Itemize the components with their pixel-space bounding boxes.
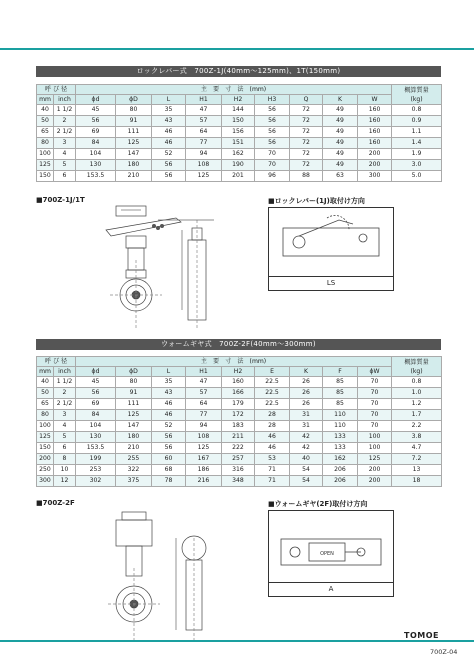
- table-cell: 42: [290, 432, 323, 443]
- gear-valve-drawing: [96, 508, 226, 648]
- table-cell: 210: [116, 171, 152, 182]
- table-cell: 49: [323, 127, 358, 138]
- table-cell: 50: [37, 116, 54, 127]
- table-cell: 160: [358, 127, 392, 138]
- table-cell: 54: [290, 465, 323, 476]
- table-cell: 4: [54, 421, 76, 432]
- table-cell: 206: [323, 465, 358, 476]
- table-cell: 160: [358, 138, 392, 149]
- table-cell: 125: [186, 443, 222, 454]
- table-cell: 4.7: [392, 443, 442, 454]
- table-cell: 167: [186, 454, 222, 465]
- table-cell: 53: [255, 454, 290, 465]
- spec-table-lever: [36, 84, 442, 182]
- header-nominal: 呼 び 径: [37, 85, 76, 95]
- table-row: [37, 476, 442, 487]
- table-cell: 3: [54, 138, 76, 149]
- table-row: [37, 160, 442, 171]
- table-cell: 56: [255, 105, 290, 116]
- table-cell: 211: [222, 432, 255, 443]
- table-cell: 144: [222, 105, 255, 116]
- table-cell: 52: [152, 421, 186, 432]
- table-cell: 160: [222, 377, 255, 388]
- table-cell: 45: [76, 377, 116, 388]
- table-cell: 100: [358, 443, 392, 454]
- table-cell: 69: [76, 127, 116, 138]
- model-title-lever: ■700Z-1J/1T: [36, 196, 85, 204]
- table-cell: 162: [323, 454, 358, 465]
- table-row: [37, 105, 442, 116]
- table-cell: 72: [290, 105, 323, 116]
- table-cell: 80: [116, 377, 152, 388]
- header-main-dims: 主 要 寸 法 (mm): [76, 357, 392, 367]
- column-header: E: [255, 367, 290, 377]
- table-cell: 56: [152, 160, 186, 171]
- table-cell: 7.2: [392, 454, 442, 465]
- table-cell: 22.5: [255, 388, 290, 399]
- table-cell: 72: [290, 138, 323, 149]
- table-cell: 84: [76, 138, 116, 149]
- table-cell: 1.2: [392, 399, 442, 410]
- footer-rule: [0, 640, 474, 642]
- table-cell: 5.0: [392, 171, 442, 182]
- table-cell: 42: [290, 443, 323, 454]
- table-row: [37, 432, 442, 443]
- table-cell: 222: [222, 443, 255, 454]
- table-cell: 150: [37, 443, 54, 454]
- table-row: [37, 377, 442, 388]
- table-row: [37, 171, 442, 182]
- table-cell: 69: [76, 399, 116, 410]
- header-nominal: 呼 び 径: [37, 357, 76, 367]
- table-cell: 84: [76, 410, 116, 421]
- table-cell: 85: [323, 399, 358, 410]
- table-row: [37, 388, 442, 399]
- table-cell: 302: [76, 476, 116, 487]
- table-cell: 31: [290, 421, 323, 432]
- table-cell: 72: [290, 116, 323, 127]
- table-cell: 47: [186, 377, 222, 388]
- page-number: 700Z-04: [430, 648, 458, 656]
- table-cell: 5: [54, 432, 76, 443]
- table-cell: 80: [37, 410, 54, 421]
- table-cell: 172: [222, 410, 255, 421]
- table-cell: 257: [222, 454, 255, 465]
- table-cell: 85: [323, 388, 358, 399]
- table-cell: 46: [152, 138, 186, 149]
- gear-open-mark: OPEN: [320, 551, 334, 557]
- table-cell: 96: [255, 171, 290, 182]
- table-cell: 100: [37, 149, 54, 160]
- table-cell: 65: [37, 127, 54, 138]
- table-cell: 153.5: [76, 443, 116, 454]
- table-cell: 49: [323, 116, 358, 127]
- header-weight: 概算質量 (kg): [392, 357, 442, 377]
- table-cell: 56: [152, 443, 186, 454]
- table-cell: 72: [290, 127, 323, 138]
- column-header: L: [152, 95, 186, 105]
- table-cell: 1 1/2: [54, 377, 76, 388]
- table-cell: 201: [222, 171, 255, 182]
- table-cell: 91: [116, 388, 152, 399]
- table-cell: 49: [323, 160, 358, 171]
- table-cell: 77: [186, 410, 222, 421]
- table-cell: 160: [358, 116, 392, 127]
- table-cell: 8: [54, 454, 76, 465]
- table-cell: 111: [116, 399, 152, 410]
- table-cell: 49: [323, 149, 358, 160]
- table-cell: 1.9: [392, 149, 442, 160]
- table-cell: 28: [255, 421, 290, 432]
- mount-title-lever: ■ロックレバー(1J)取付け方向: [268, 197, 365, 205]
- table-row: [37, 465, 442, 476]
- table-cell: 77: [186, 138, 222, 149]
- table-cell: 1 1/2: [54, 105, 76, 116]
- table-row: [37, 149, 442, 160]
- table-cell: 200: [358, 160, 392, 171]
- table-cell: 50: [37, 388, 54, 399]
- brand-logo: TOMOE: [404, 631, 439, 640]
- column-header: W: [358, 95, 392, 105]
- table-cell: 26: [290, 399, 323, 410]
- table-cell: 111: [116, 127, 152, 138]
- table-row: [37, 454, 442, 465]
- table-cell: 150: [222, 116, 255, 127]
- table-cell: 200: [358, 149, 392, 160]
- table-cell: 57: [186, 388, 222, 399]
- table-row: [37, 443, 442, 454]
- column-header: H1: [186, 367, 222, 377]
- section1-title-bar: ロックレバー式 700Z-1J(40mm〜125mm)、1T(150mm): [36, 66, 441, 77]
- table-cell: 162: [222, 149, 255, 160]
- column-header: inch: [54, 367, 76, 377]
- table-cell: 56: [76, 388, 116, 399]
- model-title-gear: ■700Z-2F: [36, 499, 75, 507]
- column-header: H1: [186, 95, 222, 105]
- table-cell: 71: [255, 476, 290, 487]
- table-cell: 72: [290, 149, 323, 160]
- table-cell: 57: [186, 116, 222, 127]
- table-cell: 49: [323, 105, 358, 116]
- table-cell: 156: [222, 127, 255, 138]
- table-row: [37, 116, 442, 127]
- table-cell: 100: [358, 432, 392, 443]
- table-cell: 348: [222, 476, 255, 487]
- table-cell: 150: [37, 171, 54, 182]
- table-cell: 78: [152, 476, 186, 487]
- table-cell: 26: [290, 388, 323, 399]
- table-cell: 47: [186, 105, 222, 116]
- table-cell: 65: [37, 399, 54, 410]
- table-cell: 322: [116, 465, 152, 476]
- table-cell: 80: [116, 105, 152, 116]
- header-columns: [37, 367, 442, 377]
- table-cell: 180: [116, 432, 152, 443]
- table-cell: 68: [152, 465, 186, 476]
- spec-table-gear: [36, 356, 442, 487]
- table-cell: 200: [358, 465, 392, 476]
- column-header: F: [323, 367, 358, 377]
- table-row: [37, 410, 442, 421]
- table-cell: 250: [37, 465, 54, 476]
- table-cell: 255: [116, 454, 152, 465]
- table-cell: 153.5: [76, 171, 116, 182]
- table-cell: 108: [186, 160, 222, 171]
- table-cell: 31: [290, 410, 323, 421]
- table-cell: 43: [152, 388, 186, 399]
- lever-valve-drawing: [96, 200, 216, 340]
- column-header: K: [323, 95, 358, 105]
- table-cell: 46: [152, 410, 186, 421]
- gear-mount-box: [268, 510, 394, 597]
- table-cell: 2: [54, 116, 76, 127]
- table-cell: 0.9: [392, 116, 442, 127]
- table-cell: 180: [116, 160, 152, 171]
- table-cell: 70: [358, 410, 392, 421]
- table-cell: 104: [76, 421, 116, 432]
- table-cell: 1.1: [392, 127, 442, 138]
- table-cell: 3: [54, 410, 76, 421]
- table-cell: 3.8: [392, 432, 442, 443]
- table-cell: 70: [358, 421, 392, 432]
- table-cell: 3.0: [392, 160, 442, 171]
- table-cell: 108: [186, 432, 222, 443]
- table-row: [37, 399, 442, 410]
- table-cell: 6: [54, 443, 76, 454]
- table-cell: 125: [186, 171, 222, 182]
- column-header: ϕd: [76, 367, 116, 377]
- table-cell: 375: [116, 476, 152, 487]
- table-cell: 56: [152, 171, 186, 182]
- table-cell: 35: [152, 105, 186, 116]
- table-cell: 147: [116, 421, 152, 432]
- table-cell: 52: [152, 149, 186, 160]
- table-cell: 28: [255, 410, 290, 421]
- table-cell: 125: [116, 138, 152, 149]
- table-cell: 85: [323, 377, 358, 388]
- table-cell: 2: [54, 388, 76, 399]
- table-cell: 130: [76, 432, 116, 443]
- table-cell: 166: [222, 388, 255, 399]
- table-cell: 88: [290, 171, 323, 182]
- table-cell: 179: [222, 399, 255, 410]
- table-cell: 160: [358, 105, 392, 116]
- table-cell: 70: [358, 388, 392, 399]
- table-row: [37, 138, 442, 149]
- table-cell: 18: [392, 476, 442, 487]
- mount-title-gear: ■ウォームギヤ(2F)取付け方向: [268, 500, 368, 508]
- header-main-dims: 主 要 寸 法 (mm): [76, 85, 392, 95]
- table-cell: 12: [54, 476, 76, 487]
- column-header: mm: [37, 367, 54, 377]
- table-row: [37, 421, 442, 432]
- table-cell: 253: [76, 465, 116, 476]
- table-row: [37, 127, 442, 138]
- table-cell: 300: [358, 171, 392, 182]
- table-cell: 316: [222, 465, 255, 476]
- table-cell: 56: [255, 127, 290, 138]
- table-cell: 40: [290, 454, 323, 465]
- table-cell: 70: [358, 377, 392, 388]
- table-cell: 125: [37, 432, 54, 443]
- column-header: ϕW: [358, 367, 392, 377]
- gear-mount-label: A: [269, 582, 393, 596]
- table-cell: 70: [255, 160, 290, 171]
- table-cell: 125: [358, 454, 392, 465]
- table-cell: 104: [76, 149, 116, 160]
- table-cell: 49: [323, 138, 358, 149]
- lever-mount-label: LS: [269, 276, 393, 290]
- table-cell: 300: [37, 476, 54, 487]
- header-columns: [37, 95, 442, 105]
- table-cell: 147: [116, 149, 152, 160]
- table-cell: 94: [186, 421, 222, 432]
- table-cell: 0.8: [392, 105, 442, 116]
- lever-mount-box: [268, 207, 394, 291]
- table-cell: 56: [76, 116, 116, 127]
- table-cell: 43: [152, 116, 186, 127]
- table-cell: 2.2: [392, 421, 442, 432]
- section2-title-bar: ウォームギヤ式 700Z-2F(40mm〜300mm): [36, 339, 441, 350]
- table-cell: 40: [37, 377, 54, 388]
- table-cell: 200: [358, 476, 392, 487]
- table-cell: 5: [54, 160, 76, 171]
- table-cell: 151: [222, 138, 255, 149]
- table-cell: 35: [152, 377, 186, 388]
- table-cell: 133: [323, 432, 358, 443]
- column-header: ϕD: [116, 367, 152, 377]
- table-cell: 60: [152, 454, 186, 465]
- column-header: ϕD: [116, 95, 152, 105]
- table-cell: 199: [76, 454, 116, 465]
- table-cell: 6: [54, 171, 76, 182]
- table-cell: 1.0: [392, 388, 442, 399]
- table-cell: 64: [186, 127, 222, 138]
- table-cell: 72: [290, 160, 323, 171]
- table-cell: 100: [37, 421, 54, 432]
- table-cell: 45: [76, 105, 116, 116]
- table-cell: 22.5: [255, 399, 290, 410]
- table-cell: 1.7: [392, 410, 442, 421]
- table-cell: 80: [37, 138, 54, 149]
- table-cell: 22.5: [255, 377, 290, 388]
- table-cell: 54: [290, 476, 323, 487]
- header-weight: 概算質量 (kg): [392, 85, 442, 105]
- table-cell: 125: [116, 410, 152, 421]
- table-cell: 70: [255, 149, 290, 160]
- table-cell: 46: [152, 399, 186, 410]
- top-rule: [0, 48, 474, 50]
- table-cell: 110: [323, 421, 358, 432]
- table-cell: 200: [37, 454, 54, 465]
- table-cell: 64: [186, 399, 222, 410]
- table-cell: 130: [76, 160, 116, 171]
- column-header: H2: [222, 95, 255, 105]
- table-cell: 190: [222, 160, 255, 171]
- table-cell: 46: [255, 432, 290, 443]
- table-cell: 46: [255, 443, 290, 454]
- table-cell: 110: [323, 410, 358, 421]
- table-cell: 40: [37, 105, 54, 116]
- column-header: ϕd: [76, 95, 116, 105]
- table-cell: 26: [290, 377, 323, 388]
- table-cell: 13: [392, 465, 442, 476]
- column-header: K: [290, 367, 323, 377]
- table-cell: 70: [358, 399, 392, 410]
- column-header: inch: [54, 95, 76, 105]
- table-cell: 186: [186, 465, 222, 476]
- table-cell: 4: [54, 149, 76, 160]
- column-header: mm: [37, 95, 54, 105]
- table-cell: 0.8: [392, 377, 442, 388]
- table-cell: 56: [255, 138, 290, 149]
- table-cell: 216: [186, 476, 222, 487]
- table-cell: 210: [116, 443, 152, 454]
- table-cell: 91: [116, 116, 152, 127]
- table-cell: 63: [323, 171, 358, 182]
- table-cell: 56: [152, 432, 186, 443]
- table-cell: 183: [222, 421, 255, 432]
- column-header: L: [152, 367, 186, 377]
- table-cell: 10: [54, 465, 76, 476]
- table-cell: 94: [186, 149, 222, 160]
- table-cell: 2 1/2: [54, 127, 76, 138]
- column-header: H3: [255, 95, 290, 105]
- table-cell: 1.4: [392, 138, 442, 149]
- table-cell: 133: [323, 443, 358, 454]
- table-cell: 125: [37, 160, 54, 171]
- table-cell: 56: [255, 116, 290, 127]
- table-cell: 71: [255, 465, 290, 476]
- table-cell: 2 1/2: [54, 399, 76, 410]
- table-cell: 206: [323, 476, 358, 487]
- table-cell: 46: [152, 127, 186, 138]
- column-header: Q: [290, 95, 323, 105]
- column-header: H2: [222, 367, 255, 377]
